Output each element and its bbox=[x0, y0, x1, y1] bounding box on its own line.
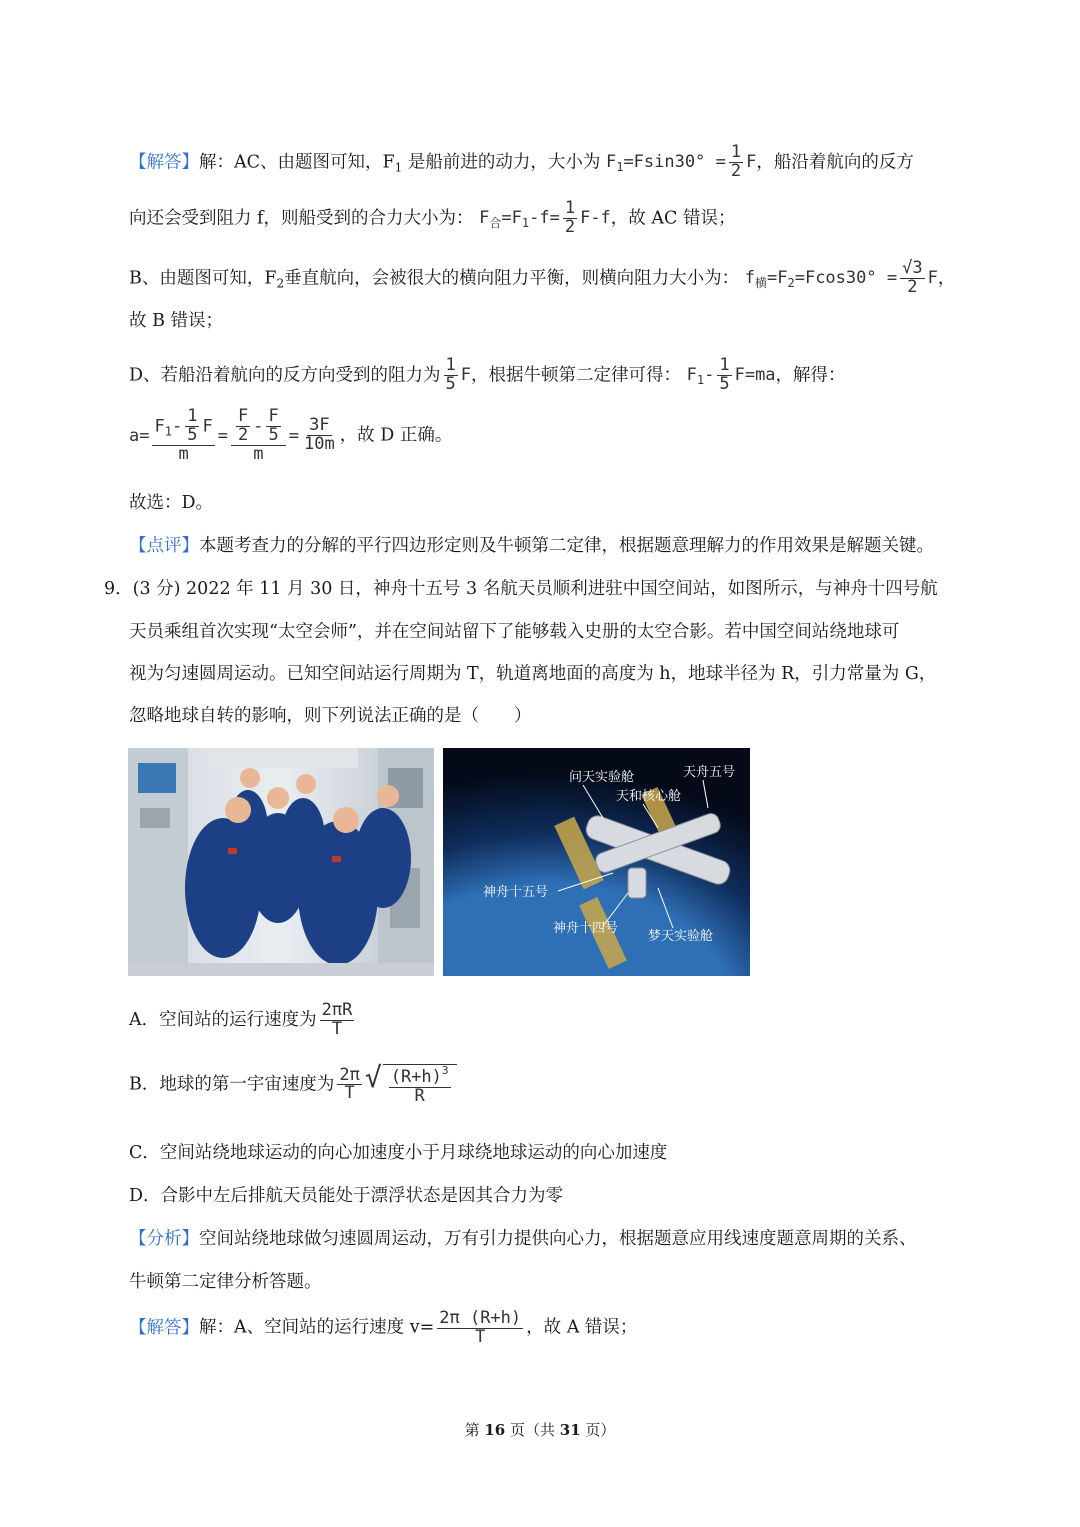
answer-line-2: 向还会受到阻力 f，则船受到的合力大小为： $F_合=F_1-f=$ $\frac{1}{2}$ F-f，故 AC 错误； bbox=[129, 198, 736, 237]
answer-9-line-1: 【解答】解：A、空间站的运行速度 v= $\frac{2\pi (R+h)}{T}$ ，故 A 错误； bbox=[129, 1308, 638, 1347]
option-a: A．空间站的运行速度为 $\frac{2\pi R}{T}$ bbox=[129, 1000, 353, 1039]
answer-line-5: D、若船沿着航向的反方向受到的阻力为 $\frac{1}{5}$ F，根据牛顿第二定律可得： $F_1-$ $\frac{1}{5}$ F=ma，解得： bbox=[129, 355, 846, 394]
total-pages: 31 bbox=[559, 1421, 581, 1439]
option-b-formula: $\frac{2\pi}{T}$ √ $\frac{(R+h)^3}{R}$ bbox=[334, 1075, 456, 1095]
page-number: 16 bbox=[484, 1421, 506, 1439]
analysis-line-1: 【分析】空间站绕地球做匀速圆周运动，万有引力提供向心力，根据题意应用线速度题意周期的关系、 bbox=[129, 1229, 917, 1249]
formula-f1: $F_1=Fsin30^\circ$ = $\frac{1}{2}$ F bbox=[605, 142, 757, 181]
answer-9-tag: 【解答】 bbox=[129, 1317, 199, 1338]
page-footer: 第 16 页（共 31 页） bbox=[464, 1421, 616, 1439]
question-9-line-3: 视为匀速圆周运动。已知空间站运行周期为 T，轨道离地面的高度为 h，地球半径为 R，引力常量为 G， bbox=[129, 664, 937, 684]
label-shenzhou14: 神舟十四号 bbox=[553, 921, 619, 936]
answer-line-7: 故选：D。 bbox=[129, 493, 214, 513]
astronaut-group-photo bbox=[128, 748, 434, 976]
analysis-tag: 【分析】 bbox=[129, 1229, 199, 1249]
label-mengtian: 梦天实验舱 bbox=[648, 929, 714, 944]
formula-newton: $F_1-$ $\frac{1}{5}$ F=ma bbox=[686, 355, 776, 394]
comment-tag: 【点评】 bbox=[129, 536, 199, 556]
label-wentian: 问天实验舱 bbox=[569, 770, 635, 785]
label-shenzhou15: 神舟十五号 bbox=[483, 885, 549, 900]
formula-acceleration: a= $F_1-$ $\frac{1}{5}$ F m = $\frac{F}{2}$ - $\frac{F}{5}$ m = $\frac{3F}{10m}$ bbox=[129, 406, 335, 464]
answer-tag: 【解答】 bbox=[129, 152, 199, 173]
question-9-line-4: 忽略地球自转的影响，则下列说法正确的是（ ） bbox=[129, 706, 532, 726]
formula-net-force: $F_合=F_1-f=$ $\frac{1}{2}$ F-f bbox=[479, 198, 611, 237]
option-c: C．空间站绕地球运动的向心加速度小于月球绕地球运动的向心加速度 bbox=[129, 1143, 668, 1163]
answer-line-1: 【解答】解：AC、由题图可知，$F_1$ 是船前进的动力，大小为 $F_1=Fsin30^\circ$ = $\frac{1}{2}$ F，船沿着航向的反方 bbox=[129, 142, 914, 181]
comment-line: 【点评】本题考查力的分解的平行四边形定则及牛顿第二定律，根据题意理解力的作用效果是解题关键。 bbox=[129, 536, 934, 556]
question-9-line-2: 天员乘组首次实现“太空会师”，并在空间站留下了能够载入史册的太空合影。若中国空间站绕地球可 bbox=[129, 622, 900, 642]
label-tianhe: 天和核心舱 bbox=[616, 789, 682, 804]
label-tianzhou: 天舟五号 bbox=[683, 765, 736, 780]
question-9-line-1: 9．(3 分) 2022 年 11 月 30 日，神舟十五号 3 名航天员顺利进驻中国空间站，如图所示，与神舟十四号航 bbox=[104, 579, 938, 599]
option-a-formula: $\frac{2\pi R}{T}$ bbox=[321, 1000, 353, 1039]
answer-line-3: B、由题图可知，$F_2$垂直航向，会被很大的横向阻力平衡，则横向阻力大小为： $f_横=F_2=Fcos30^\circ$ = $\frac{√3}{2}$ F， bbox=[129, 258, 956, 297]
space-station-diagram bbox=[443, 748, 750, 976]
answer-line-6: a= $F_1-$ $\frac{1}{5}$ F m = $\frac{F}{2}$ - $\frac{F}{5}$ m = $\frac{3F}{10m}$ ，故 D 正确。 bbox=[129, 406, 453, 464]
formula-lateral-force: $f_横=F_2=Fcos30^\circ$ = $\frac{√3}{2}$ F bbox=[744, 258, 938, 297]
analysis-line-2: 牛顿第二定律分析答题。 bbox=[129, 1272, 322, 1292]
option-d: D．合影中左后排航天员能处于漂浮状态是因其合力为零 bbox=[129, 1186, 564, 1206]
answer-9-formula: $\frac{2\pi (R+h)}{T}$ bbox=[439, 1308, 522, 1347]
option-b: B．地球的第一宇宙速度为 $\frac{2\pi}{T}$ √ $\frac{(R+h)^3}{R}$ bbox=[129, 1064, 457, 1106]
answer-line-4: 故 B 错误； bbox=[129, 311, 223, 331]
